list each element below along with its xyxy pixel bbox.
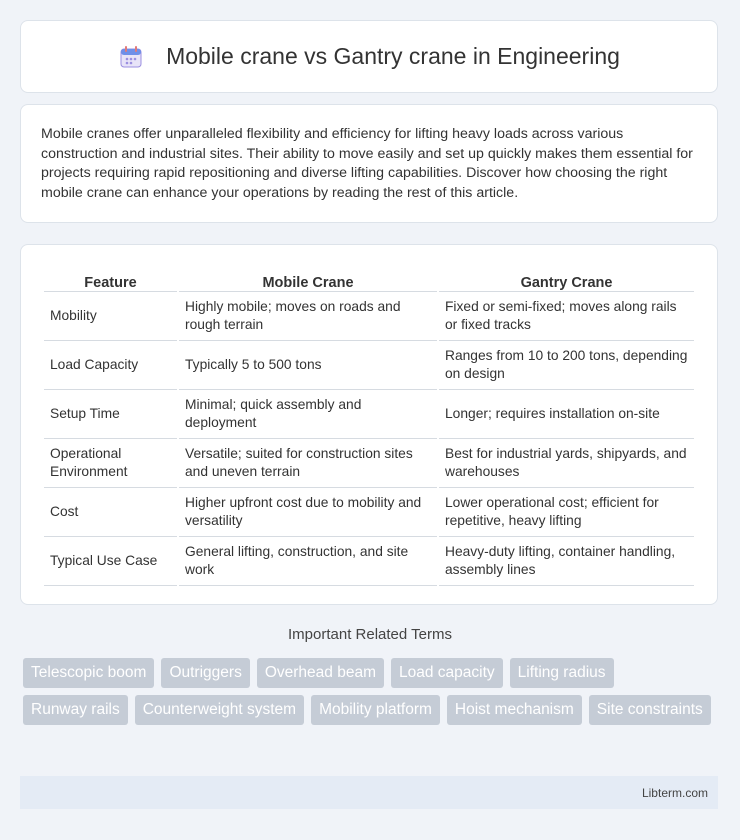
feature-cell: Mobility [44, 292, 177, 341]
page-title: Mobile crane vs Gantry crane in Engineering [166, 43, 620, 69]
table-row [44, 390, 694, 439]
gantry-crane-cell: Longer; requires installation on-site [439, 390, 694, 439]
term-tag[interactable]: Lifting radius [510, 658, 614, 688]
calendar-icon [118, 44, 144, 70]
term-tag[interactable]: Hoist mechanism [447, 695, 582, 725]
column-header-feature: Feature [44, 265, 177, 292]
intro-card [20, 104, 718, 223]
term-tag[interactable]: Load capacity [391, 658, 503, 688]
term-tag[interactable]: Telescopic boom [23, 658, 154, 688]
column-header-gantry-crane: Gantry Crane [439, 265, 694, 292]
mobile-crane-cell: Highly mobile; moves on roads and rough terrain [179, 292, 437, 341]
feature-cell: Operational Environment [44, 439, 177, 488]
table-row [44, 488, 694, 537]
term-tag[interactable]: Site constraints [589, 695, 711, 725]
comparison-table [42, 265, 696, 586]
term-tag[interactable]: Mobility platform [311, 695, 440, 725]
footer [20, 776, 718, 809]
table-row [44, 341, 694, 390]
mobile-crane-cell: Versatile; suited for construction sites and uneven terrain [179, 439, 437, 488]
table-row [44, 292, 694, 341]
mobile-crane-cell: Typically 5 to 500 tons [179, 341, 437, 390]
gantry-crane-cell: Fixed or semi-fixed; moves along rails or fixed tracks [439, 292, 694, 341]
feature-cell: Typical Use Case [44, 537, 177, 586]
feature-cell: Load Capacity [44, 341, 177, 390]
intro-text: Mobile cranes offer unparalleled flexibility and efficiency for lifting heavy loads across various construction and industrial sites. Their ability to move easily and set up quickly makes them essential for projects requiring rapid repositioning and diverse lifting capabilities. Discover how choosing the right mobile crane can enhance your operations by reading the rest of this article. [41, 126, 693, 201]
gantry-crane-cell: Lower operational cost; efficient for repetitive, heavy lifting [439, 488, 694, 537]
feature-cell: Cost [44, 488, 177, 537]
comparison-table-card [20, 244, 718, 605]
term-tag[interactable]: Counterweight system [135, 695, 304, 725]
mobile-crane-cell: Minimal; quick assembly and deployment [179, 390, 437, 439]
table-header-row [44, 265, 694, 292]
header-card [20, 20, 718, 93]
gantry-crane-cell: Ranges from 10 to 200 tons, depending on design [439, 341, 694, 390]
mobile-crane-cell: Higher upfront cost due to mobility and versatility [179, 488, 437, 537]
footer-site-link[interactable]: Libterm.com [641, 785, 708, 800]
term-tag[interactable]: Runway rails [23, 695, 128, 725]
term-tag[interactable]: Outriggers [161, 658, 249, 688]
table-row [44, 537, 694, 586]
gantry-crane-cell: Heavy-duty lifting, container handling, assembly lines [439, 537, 694, 586]
column-header-mobile-crane: Mobile Crane [179, 265, 437, 292]
related-terms-title: Important Related Terms [288, 626, 452, 643]
term-tag[interactable]: Overhead beam [257, 658, 384, 688]
table-row [44, 439, 694, 488]
mobile-crane-cell: General lifting, construction, and site work [179, 537, 437, 586]
related-terms-tags [23, 658, 723, 732]
feature-cell: Setup Time [44, 390, 177, 439]
gantry-crane-cell: Best for industrial yards, shipyards, and warehouses [439, 439, 694, 488]
